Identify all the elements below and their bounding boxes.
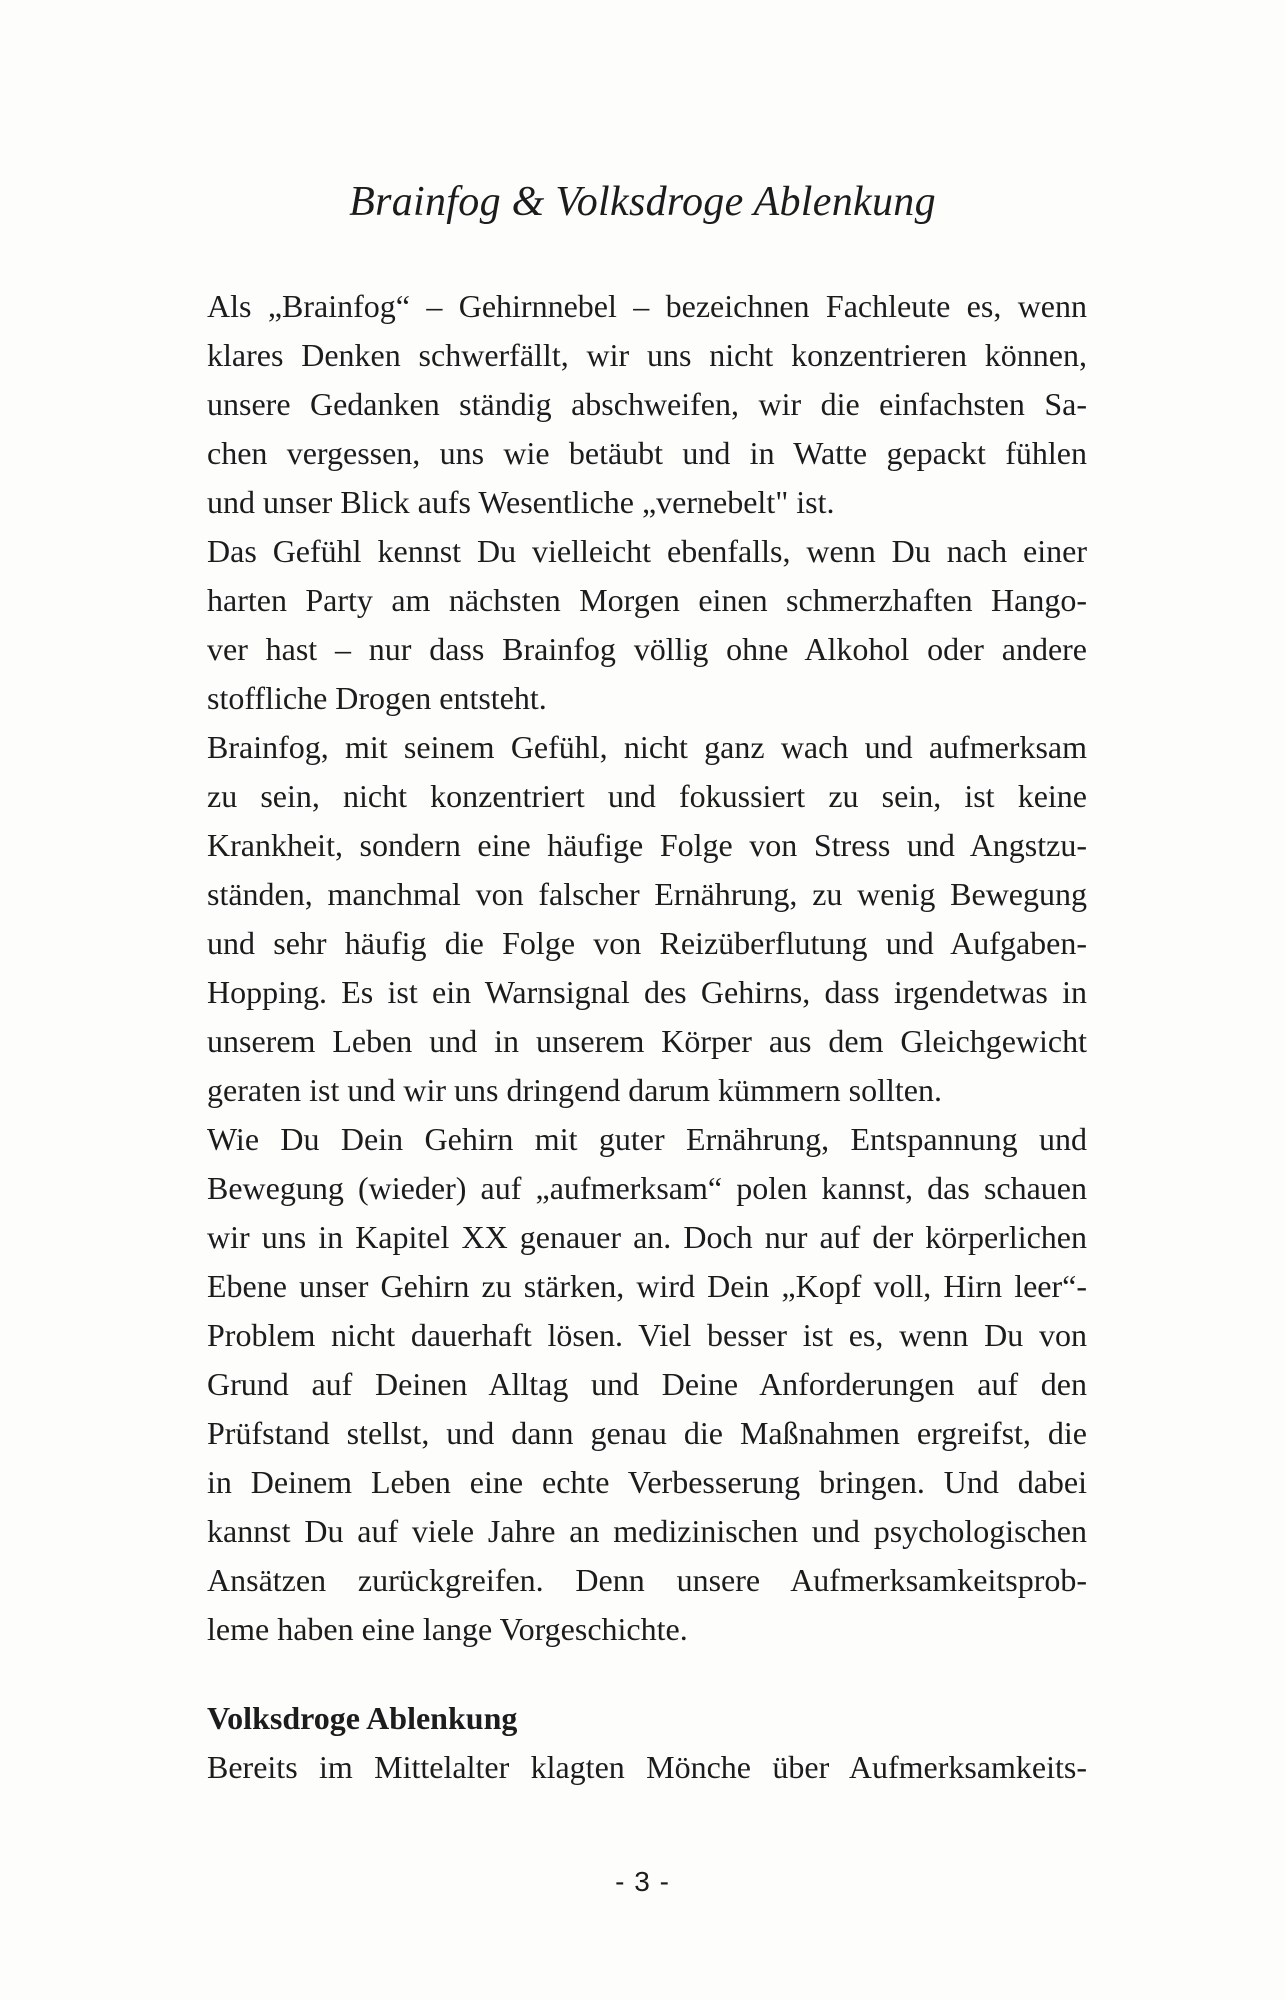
text-line: kannst Du auf viele Jahre an medizinischen und psychologischen <box>207 1513 1087 1549</box>
text-line: zu sein, nicht konzentriert und fokussiert zu sein, ist keine <box>207 778 1087 814</box>
section-first-line <box>207 1743 1087 1792</box>
text-line: Wie Du Dein Gehirn mit guter Ernährung, Entspannung und <box>207 1121 1087 1157</box>
text-line: in Deinem Leben eine echte Verbesserung bringen. Und dabei <box>207 1464 1087 1500</box>
text-line: Das Gefühl kennst Du vielleicht ebenfalls, wenn Du nach einer <box>207 533 1087 569</box>
text-line: Ansätzen zurückgreifen. Denn unsere Aufmerksamkeitsprob- <box>207 1562 1087 1598</box>
page-number: - 3 - <box>615 1866 670 1897</box>
text-line: und unser Blick aufs Wesentliche „vernebelt" ist. <box>207 484 835 520</box>
text-line: Ebene unser Gehirn zu stärken, wird Dein „Kopf voll, Hirn leer“- <box>207 1268 1087 1304</box>
text-line: Prüfstand stellst, und dann genau die Maßnahmen ergreifst, die <box>207 1415 1087 1451</box>
text-line: Als „Brainfog“ – Gehirnnebel – bezeichnen Fachleute es, wenn <box>207 288 1087 324</box>
text-line: Bereits im Mittelalter klagten Mönche über Aufmerksamkeits- <box>207 1749 1087 1785</box>
text-line: harten Party am nächsten Morgen einen schmerzhaften Hango- <box>207 582 1087 618</box>
text-line: klares Denken schwerfällt, wir uns nicht konzentrieren können, <box>207 337 1087 373</box>
text-line: stoffliche Drogen entsteht. <box>207 680 547 716</box>
text-line: wir uns in Kapitel XX genauer an. Doch nur auf der körperlichen <box>207 1219 1087 1255</box>
text-line: Grund auf Deinen Alltag und Deine Anforderungen auf den <box>207 1366 1087 1402</box>
text-line: ver hast – nur dass Brainfog völlig ohne Alkohol oder andere <box>207 631 1087 667</box>
running-header-title: Brainfog & Volksdroge Ablenkung <box>349 179 936 225</box>
text-line: leme haben eine lange Vorgeschichte. <box>207 1611 688 1647</box>
text-line: unserem Leben und in unserem Körper aus dem Gleichgewicht <box>207 1023 1087 1059</box>
text-line: ständen, manchmal von falscher Ernährung, zu wenig Bewegung <box>207 876 1087 912</box>
text-line: Krankheit, sondern eine häufige Folge von Stress und Angstzu- <box>207 827 1087 863</box>
text-line: Bewegung (wieder) auf „aufmerksam“ polen kannst, das schauen <box>207 1170 1087 1206</box>
text-line: Hopping. Es ist ein Warnsignal des Gehirns, dass irgendetwas in <box>207 974 1087 1010</box>
text-line: Brainfog, mit seinem Gefühl, nicht ganz wach und aufmerksam <box>207 729 1087 765</box>
text-line: und sehr häufig die Folge von Reizüberflutung und Aufgaben- <box>207 925 1087 961</box>
text-line: Problem nicht dauerhaft lösen. Viel besser ist es, wenn Du von <box>207 1317 1087 1353</box>
section-heading: Volksdroge Ablenkung <box>207 1700 518 1736</box>
body-paragraphs <box>207 282 1087 1654</box>
text-line: unsere Gedanken ständig abschweifen, wir die einfachsten Sa- <box>207 386 1087 422</box>
text-line: chen vergessen, uns wie betäubt und in Watte gepackt fühlen <box>207 435 1087 471</box>
text-line: geraten ist und wir uns dringend darum kümmern sollten. <box>207 1072 942 1108</box>
